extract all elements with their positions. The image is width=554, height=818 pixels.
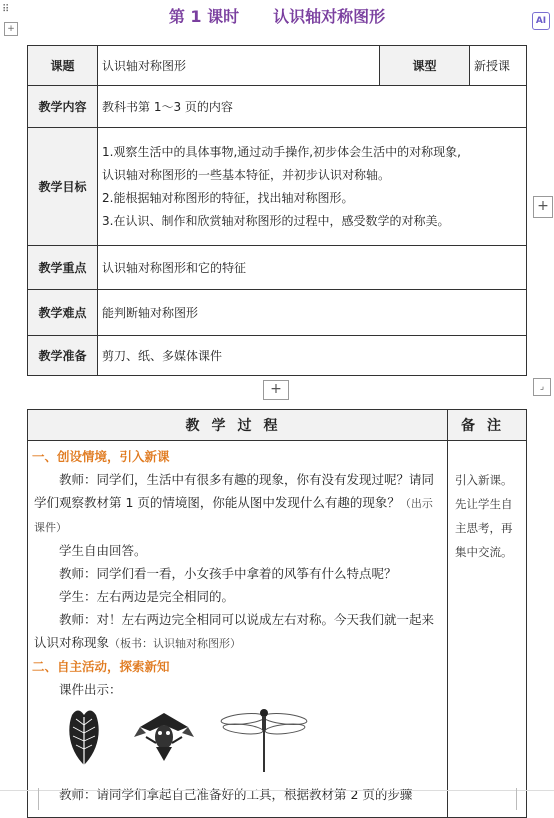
topic-label: 课题 xyxy=(28,46,98,86)
goals-label: 教学目标 xyxy=(28,128,98,246)
preparation-value[interactable]: 剪刀、纸、多媒体课件 xyxy=(98,336,527,376)
paragraph: 学生自由回答。 xyxy=(59,543,147,558)
inline-note: （板书：认识轴对称图形） xyxy=(109,637,242,650)
section-heading: 一、创设情境，引入新课 xyxy=(32,449,170,464)
table-move-handle-icon[interactable]: + xyxy=(4,22,18,36)
paragraph: 教师：请同学们拿起自己准备好的工具，根据教材第 2 页的步骤 xyxy=(59,787,413,802)
crop-mark xyxy=(38,788,39,810)
ai-assistant-icon[interactable]: AI xyxy=(532,12,550,30)
page-title xyxy=(0,4,554,27)
table-resize-icon[interactable]: ⌟ xyxy=(533,378,551,396)
teaching-process-table xyxy=(27,409,527,818)
kite-image xyxy=(132,707,196,767)
crop-mark xyxy=(516,788,517,810)
lesson-info-table xyxy=(27,45,527,376)
add-row-button[interactable]: + xyxy=(263,380,289,400)
page-bottom-divider xyxy=(0,790,554,791)
content-label: 教学内容 xyxy=(28,86,98,128)
content-value[interactable]: 教科书第 1～3 页的内容 xyxy=(98,86,527,128)
add-column-button[interactable]: + xyxy=(533,196,553,218)
preparation-label: 教学准备 xyxy=(28,336,98,376)
lesson-title: 认识轴对称图形 xyxy=(273,7,386,26)
key-point-value[interactable]: 认识轴对称图形和它的特征 xyxy=(98,246,527,290)
key-point-label: 教学重点 xyxy=(28,246,98,290)
topic-value[interactable]: 认识轴对称图形 xyxy=(98,46,380,86)
process-body-cell[interactable] xyxy=(28,441,448,818)
paragraph: 教师：对！左右两边完全相同可以说成左右对称。今天我们就一起来认识对称现象（板书：认识轴对称图形） xyxy=(34,612,435,650)
courseware-images xyxy=(34,703,441,779)
paragraph: 学生：左右两边是完全相同的。 xyxy=(59,589,235,604)
process-header: 教学过程 xyxy=(28,410,448,441)
drag-handle-icon[interactable]: ⠿ xyxy=(2,4,10,15)
goals-cell[interactable] xyxy=(98,128,527,246)
paragraph: 课件出示： xyxy=(59,682,122,697)
dragonfly-image xyxy=(219,705,309,775)
remark-cell[interactable] xyxy=(448,441,527,818)
remark-text: 引入新课。先让学生自主思考，再集中交流。 xyxy=(455,473,513,559)
paragraph: 教师：同学们看一看，小女孩手中拿着的风筝有什么特点呢？ xyxy=(59,566,397,581)
lesson-number: 第 1 课时 xyxy=(168,7,240,26)
goal-line: 3.在认识、制作和欣赏轴对称图形的过程中，感受数学的对称美。 xyxy=(102,213,450,228)
paragraph: 教师：同学们，生活中有很多有趣的现象，你有没有发现过呢？请同学们观察教材第 1 页的情境图，你能从图中发现什么有趣的现象？（出示课件） xyxy=(34,472,435,534)
goal-line: 2.能根据轴对称图形的特征，找出轴对称图形。 xyxy=(102,190,354,205)
difficulty-label: 教学难点 xyxy=(28,290,98,336)
difficulty-value[interactable]: 能判断轴对称图形 xyxy=(98,290,527,336)
inline-note: （出示课件） xyxy=(34,497,433,534)
type-value[interactable]: 新授课 xyxy=(470,46,527,86)
remark-header: 备注 xyxy=(448,410,527,441)
leaf-image xyxy=(64,705,104,769)
type-label: 课型 xyxy=(380,46,470,86)
goal-line: 认识轴对称图形的一些基本特征，并初步认识对称轴。 xyxy=(102,167,391,182)
section-heading: 二、自主活动，探索新知 xyxy=(32,659,170,674)
goal-line: 1.观察生活中的具体事物,通过动手操作,初步体会生活中的对称现象, xyxy=(102,144,461,159)
